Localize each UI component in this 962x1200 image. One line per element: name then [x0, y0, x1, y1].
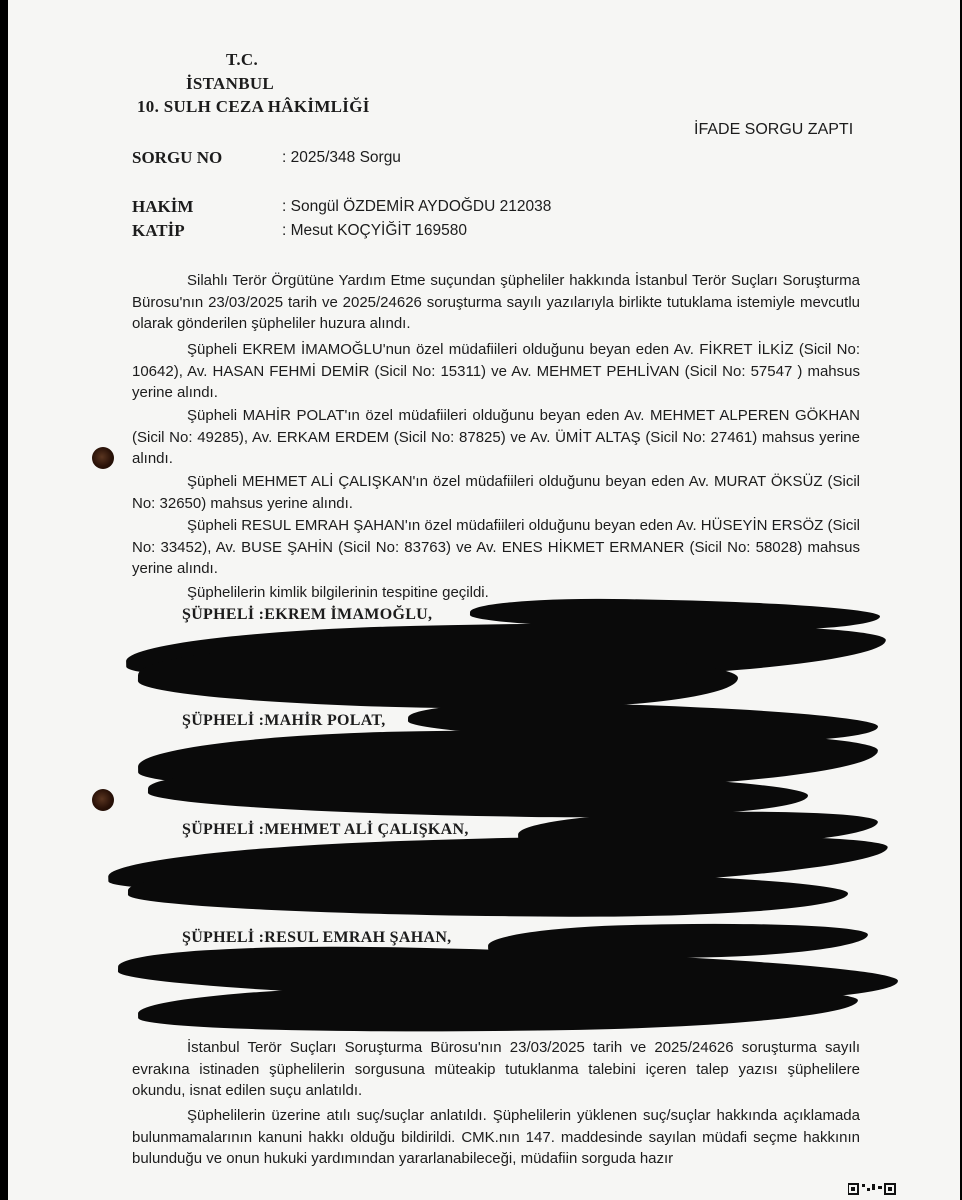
paragraph-5	[132, 515, 860, 580]
header-tc: T.C.	[226, 50, 259, 69]
suspect-line-4: ŞÜPHELİ :RESUL EMRAH ŞAHAN,	[182, 929, 452, 946]
redaction-mark	[138, 981, 859, 1036]
suspect-line-1: ŞÜPHELİ :EKREM İMAMOĞLU,	[182, 606, 433, 623]
paragraph-1-text: Silahlı Terör Örgütüne Yardım Etme suçundan şüpheliler hakkında İstanbul Terör Suçları Soruşturma Bürosu'nın 23/03/2025 tarih ve 2025/24626 soruşturma sayılı yazılarıyla birlikte tutuklama istemiyle mevcutlu olarak gönderilen şüpheliler huzura alındı.	[132, 272, 860, 332]
qr-code-icon	[848, 1182, 896, 1198]
paragraph-4-text: Şüpheli MEHMET ALİ ÇALIŞKAN'ın özel müdafiileri olduğunu beyan eden Av. MURAT ÖKSÜZ (Sicil No: 32650) mahsus yerine alındı.	[132, 473, 860, 512]
paragraph-2-text: Şüpheli EKREM İMAMOĞLU'nun özel müdafiileri olduğunu beyan eden Av. FİKRET İLKİZ (Sicil No: 10642), Av. HASAN FEHMİ DEMİR (Sicil No: 15311) ve Av. MEHMET PEHLİVAN (Sicil No: 57547 ) mahsus yerine alındı.	[132, 341, 860, 401]
paragraph-8-text: Şüphelilerin üzerine atılı suç/suçlar anlatıldı. Şüphelilerin yüklenen suç/suçlar hakkında açıklamada bulunmamalarının kanuni hakkı olduğu bildirildi. CMK.nın 147. maddesinde sayılan müdafi seçme hakkının bulunduğu ve onun hukuki yardımından yararlanabileceği, müdafiin sorguda hazır	[132, 1107, 860, 1167]
katip-value: : Mesut KOÇYİĞİT 169580	[282, 222, 467, 239]
paragraph-3-text: Şüpheli MAHİR POLAT'ın özel müdafiileri olduğunu beyan eden Av. MEHMET ALPEREN GÖKHAN (Sicil No: 49285), Av. ERKAM ERDEM (Sicil No: 87825) ve Av. ÜMİT ALTAŞ (Sicil No: 27461) mahsus yerine alındı.	[132, 407, 860, 467]
paragraph-4	[132, 471, 860, 514]
punch-hole	[92, 789, 114, 811]
punch-hole	[92, 447, 114, 469]
residual-text	[136, 630, 140, 646]
paragraph-8	[132, 1105, 860, 1170]
paragraph-3	[132, 405, 860, 470]
hakim-label: HAKİM	[132, 197, 194, 216]
paragraph-6-text: Şüphelilerin kimlik bilgilerinin tespitine geçildi.	[187, 584, 489, 601]
document-type: İFADE SORGU ZAPTI	[694, 121, 854, 138]
suspect-line-3: ŞÜPHELİ :MEHMET ALİ ÇALIŞKAN,	[182, 821, 469, 838]
header-city: İSTANBUL	[186, 74, 275, 93]
document-page	[8, 0, 960, 1200]
paragraph-6	[132, 582, 860, 604]
header-court: 10. SULH CEZA HÂKİMLİĞİ	[137, 97, 370, 116]
paragraph-7	[132, 1037, 860, 1102]
hakim-value: : Songül ÖZDEMİR AYDOĞDU 212038	[282, 198, 552, 215]
sorgu-no-label: SORGU NO	[132, 148, 223, 167]
suspect-line-2: ŞÜPHELİ :MAHİR POLAT,	[182, 712, 386, 729]
paragraph-5-text: Şüpheli RESUL EMRAH ŞAHAN'ın özel müdafiileri olduğunu beyan eden Av. HÜSEYİN ERSÖZ (Sicil No: 33452), Av. BUSE ŞAHİN (Sicil No: 83763) ve Av. ENES HİKMET ERMANER (Sicil No: 58028) mahsus yerine alındı.	[132, 517, 860, 577]
katip-label: KATİP	[132, 221, 185, 240]
paragraph-7-text: İstanbul Terör Suçları Soruşturma Bürosu'nın 23/03/2025 tarih ve 2025/24626 soruşturma sayılı evrakına istinaden şüphelilerin sorgusuna müteakip tutuklanma talebini içeren talep yazısı şüphelilere okundu, isnat edilen suçu anlatıldı.	[132, 1039, 860, 1099]
paragraph-1	[132, 270, 860, 335]
sorgu-no-value: : 2025/348 Sorgu	[282, 149, 401, 166]
paragraph-2	[132, 339, 860, 404]
